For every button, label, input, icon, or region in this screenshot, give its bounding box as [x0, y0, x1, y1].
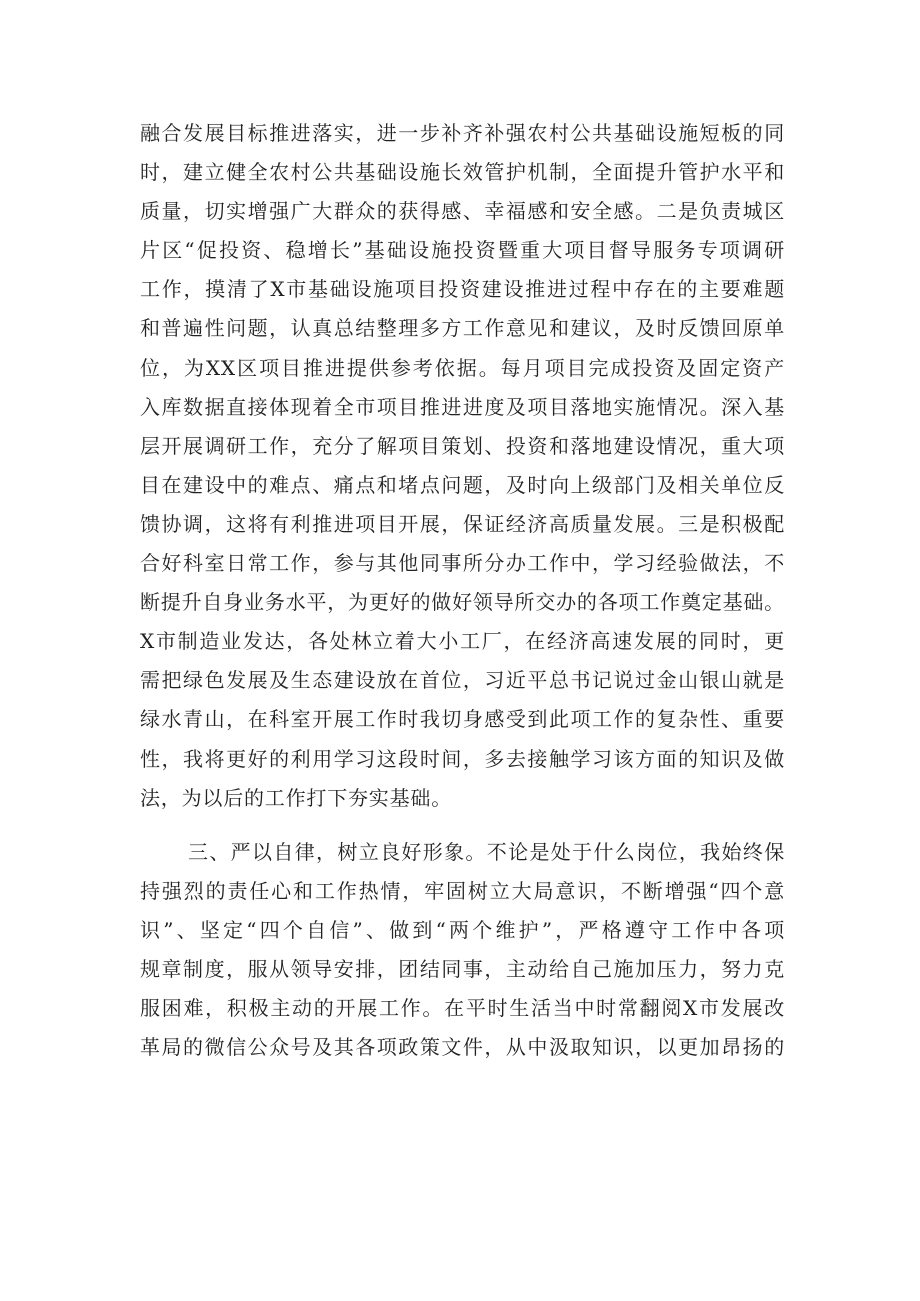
document-body [140, 114, 785, 1067]
paragraph-spacing [140, 818, 785, 833]
paragraph-line: 层开展调研工作，充分了解项目策划、投资和落地建设情况，重大项 [140, 433, 785, 458]
paragraph-line: 需把绿色发展及生态建设放在首位，习近平总书记说过金山银山就是 [140, 668, 785, 693]
paragraph-line: 绿水青山，在科室开展工作时我切身感受到此项工作的复杂性、重要 [140, 707, 785, 732]
paragraph-line: 服困难，积极主动的开展工作。在平时生活当中时常翻阅X市发展改 [140, 996, 785, 1021]
paragraph-line: 片区“促投资、稳增长”基础设施投资暨重大项目督导服务专项调研 [140, 238, 785, 263]
paragraph-line: 识”、坚定“四个自信”、做到“两个维护”，严格遵守工作中各项 [140, 917, 785, 942]
paragraph-2 [140, 833, 785, 1068]
paragraph-line: 断提升自身业务水平，为更好的做好领导所交办的各项工作奠定基础。 [140, 590, 785, 615]
paragraph-line: 持强烈的责任心和工作热情，牢固树立大局意识，不断增强“四个意 [140, 878, 785, 903]
paragraph-line: 目在建设中的难点、痛点和堵点问题，及时向上级部门及相关单位反 [140, 472, 785, 497]
paragraph-line: 性，我将更好的利用学习这段时间，多去接触学习该方面的知识及做 [140, 746, 785, 771]
paragraph-line: 合好科室日常工作，参与其他同事所分办工作中，学习经验做法，不 [140, 551, 785, 576]
paragraph-line: 位，为XX区项目推进提供参考依据。每月项目完成投资及固定资产 [140, 355, 785, 380]
paragraph-line: 入库数据直接体现着全市项目推进进度及项目落地实施情况。深入基 [140, 394, 785, 419]
paragraph-line: 法，为以后的工作打下夯实基础。 [140, 785, 452, 810]
paragraph-line: 工作，摸清了X市基础设施项目投资建设推进过程中存在的主要难题 [140, 277, 785, 302]
paragraph-line: 质量，切实增强广大群众的获得感、幸福感和安全感。二是负责城区 [140, 199, 785, 224]
paragraph-line: 馈协调，这将有利推进项目开展，保证经济高质量发展。三是积极配 [140, 511, 785, 536]
paragraph-line: 和普遍性问题，认真总结整理多方工作意见和建议，及时反馈回原单 [140, 316, 785, 341]
paragraph-line: 融合发展目标推进落实，进一步补齐补强农村公共基础设施短板的同 [140, 121, 785, 145]
paragraph-line: 规章制度，服从领导安排，团结同事，主动给自己施加压力，努力克 [140, 956, 785, 981]
paragraph-line: 三、严以自律，树立良好形象。不论是处于什么岗位，我始终保 [188, 839, 785, 864]
paragraph-line: X市制造业发达，各处林立着大小工厂，在经济高速发展的同时，更 [140, 629, 785, 654]
paragraph-line: 革局的微信公众号及其各项政策文件，从中汲取知识，以更加昂扬的 [140, 1035, 785, 1060]
paragraph-line: 时，建立健全农村公共基础设施长效管护机制，全面提升管护水平和 [140, 160, 785, 185]
paragraph-1 [140, 114, 785, 818]
